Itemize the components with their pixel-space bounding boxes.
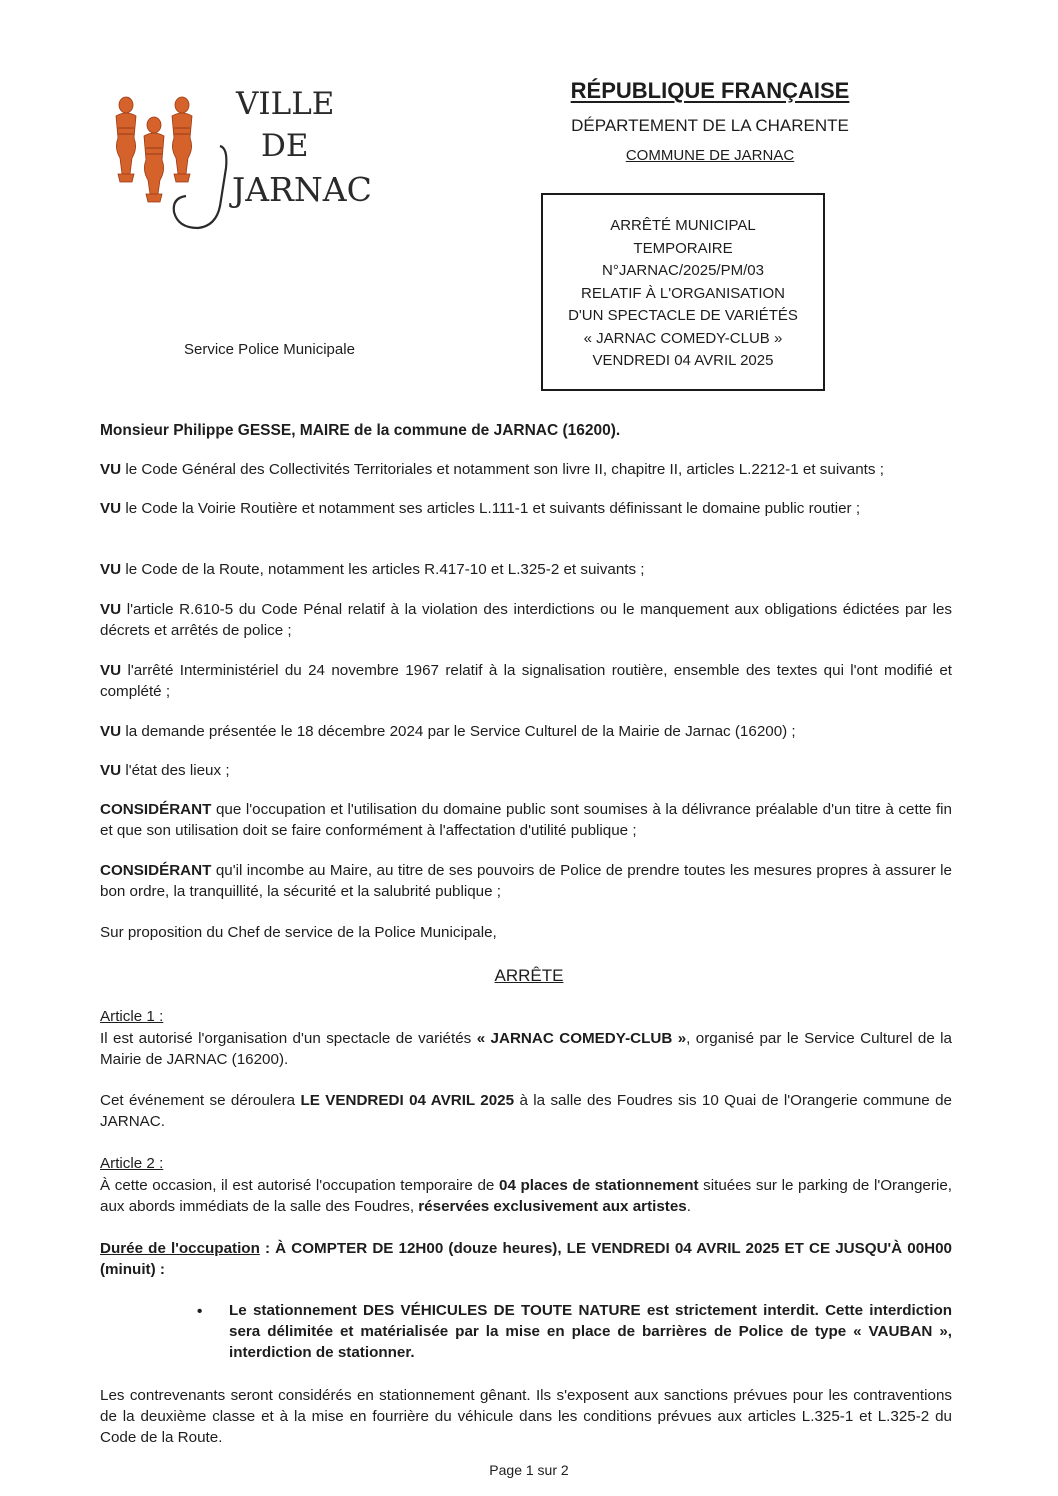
considerant-text: qu'il incombe au Maire, au titre de ses pouvoirs de Police de prendre toutes les mesures propres à assurer le bon ordre, la tranquillité, la sécurité et la salubrité publique ; — [100, 862, 952, 900]
article-2-paragraph-1 — [100, 1175, 952, 1217]
considerant-text: que l'occupation et l'utilisation du domaine public sont soumises à la délivrance préalable d'un titre à cette fin et que son utilisation doit se faire conformément à l'affectation d'utilité publique ; — [100, 801, 952, 839]
article-1-paragraph-2 — [100, 1090, 952, 1132]
reserved-artists: réservées exclusivement aux artistes — [418, 1198, 687, 1215]
event-date: LE VENDREDI 04 AVRIL 2025 — [300, 1092, 515, 1109]
logo-ville-text: VILLE — [236, 86, 335, 122]
logo-de-text: DE — [261, 128, 309, 164]
considerant-lead: CONSIDÉRANT — [100, 862, 212, 879]
vu-lead: VU — [100, 461, 122, 478]
arrete-box-line: N°JARNAC/2025/PM/03 — [602, 262, 764, 279]
vu-text: le Code de la Route, notamment les articles R.417-10 et L.325-2 et suivants ; — [121, 561, 645, 578]
vu-paragraph — [100, 760, 952, 781]
arrete-box-line: ARRÊTÉ MUNICIPAL — [610, 217, 756, 234]
text-span: À cette occasion, il est autorisé l'occupation temporaire de — [100, 1177, 499, 1194]
vu-paragraph — [100, 599, 952, 641]
contrevenants-paragraph: Les contrevenants seront considérés en stationnement gênant. Ils s'exposent aux sanctions prévues pour les contraventions de la deuxième classe et à la mise en fourrière du véhicule dans les conditions prévues aux articles L.325-1 et L.325-2 du Code de la Route. — [100, 1387, 952, 1446]
republique-francaise-heading: RÉPUBLIQUE FRANÇAISE — [570, 78, 850, 103]
arrete-heading-text: ARRÊTE — [494, 966, 564, 985]
text-span: Il est autorisé l'organisation d'un spectacle de variétés — [100, 1030, 477, 1047]
considerant-paragraph — [100, 799, 952, 841]
vu-lead: VU — [100, 500, 122, 517]
text-span: situées sur le parking de l'Orangerie, aux abords immédiats de la salle des Foudres, — [100, 1177, 952, 1215]
vu-text: le Code la Voirie Routière et notamment ses articles L.111-1 et suivants définissant le domaine public routier ; — [121, 500, 861, 517]
considerant-lead: CONSIDÉRANT — [100, 801, 212, 818]
vu-lead: VU — [100, 601, 122, 618]
vu-text: l'état des lieux ; — [121, 762, 230, 779]
intro-maire: Monsieur Philippe GESSE, MAIRE de la commune de JARNAC (16200). — [100, 422, 621, 439]
vu-lead: VU — [100, 762, 122, 779]
text-span: Cet événement se déroulera — [100, 1092, 301, 1109]
interdiction-text: Le stationnement DES VÉHICULES DE TOUTE NATURE est strictement interdit. Cette interdiction sera délimitée et matérialisée par la mise en place de barrières de Police de type « VAUBAN », interdiction de stationner. — [229, 1302, 952, 1361]
event-name: « JARNAC COMEDY-CLUB » — [476, 1030, 687, 1047]
arrete-box-line: D'UN SPECTACLE DE VARIÉTÉS — [568, 307, 798, 324]
duree-text: : À COMPTER DE 12H00 (douze heures), LE VENDREDI 04 AVRIL 2025 ET CE JUSQU'À 00H00 (minuit) : — [100, 1240, 952, 1278]
arrete-title-box — [541, 193, 825, 391]
ville-de-jarnac-logo — [108, 88, 378, 238]
departement-heading: DÉPARTEMENT DE LA CHARENTE — [571, 116, 849, 135]
service-police-municipale: Service Police Municipale — [184, 341, 355, 358]
vu-text: la demande présentée le 18 décembre 2024 par le Service Culturel de la Mairie de Jarnac (16200) ; — [121, 723, 796, 740]
text-span: . — [686, 1198, 691, 1215]
vu-paragraph — [100, 559, 952, 580]
text-span: , organisé par le Service Culturel de la Mairie de JARNAC (16200). — [100, 1030, 952, 1068]
text-span: à la salle des Foudres sis 10 Quai de l'Orangerie commune de JARNAC. — [100, 1092, 952, 1130]
arrete-heading — [0, 966, 1058, 986]
vu-lead: VU — [100, 561, 122, 578]
vu-text: le Code Général des Collectivités Territoriales et notamment son livre II, chapitre II, articles L.2212-1 et suivants ; — [121, 461, 884, 478]
article-2-heading — [100, 1153, 952, 1174]
arrete-box-line: RELATIF À L'ORGANISATION — [580, 284, 785, 302]
vu-paragraph — [100, 721, 952, 742]
vu-text: l'arrêté Interministériel du 24 novembre 1967 relatif à la signalisation routière, ensemble des textes qui l'ont modifié et complété ; — [100, 662, 952, 700]
vu-text: l'article R.610-5 du Code Pénal relatif à la violation des interdictions ou le manquement aux obligations édictées par les décrets et arrêtés de police ; — [100, 601, 952, 639]
article-1-heading — [100, 1006, 952, 1027]
article-1-paragraph-1 — [100, 1028, 952, 1070]
duree-label: Durée de l'occupation — [100, 1240, 260, 1257]
vu-lead: VU — [100, 723, 122, 740]
arrete-box-line: TEMPORAIRE — [633, 239, 733, 257]
logo-jarnac-text: JARNAC — [232, 170, 372, 209]
article-2-heading-text: Article 2 : — [100, 1155, 164, 1172]
arrete-box-line: « JARNAC COMEDY-CLUB » — [583, 329, 783, 347]
considerant-paragraph — [100, 860, 952, 902]
vu-paragraph — [100, 660, 952, 702]
interdiction-bullet — [197, 1300, 952, 1363]
duree-occupation — [100, 1238, 952, 1280]
logo-figures-icon — [108, 88, 238, 238]
proposition-paragraph: Sur proposition du Chef de service de la Police Municipale, — [100, 924, 497, 941]
page-number: Page 1 sur 2 — [489, 1462, 569, 1478]
arrete-box-line: VENDREDI 04 AVRIL 2025 — [592, 352, 774, 369]
places-count: 04 places de stationnement — [499, 1177, 699, 1194]
vu-paragraph — [100, 498, 952, 519]
article-1-heading-text: Article 1 : — [100, 1008, 164, 1025]
commune-heading: COMMUNE DE JARNAC — [625, 147, 795, 164]
vu-paragraph — [100, 459, 952, 480]
bullet-icon: • — [197, 1303, 203, 1320]
vu-lead: VU — [100, 662, 122, 679]
